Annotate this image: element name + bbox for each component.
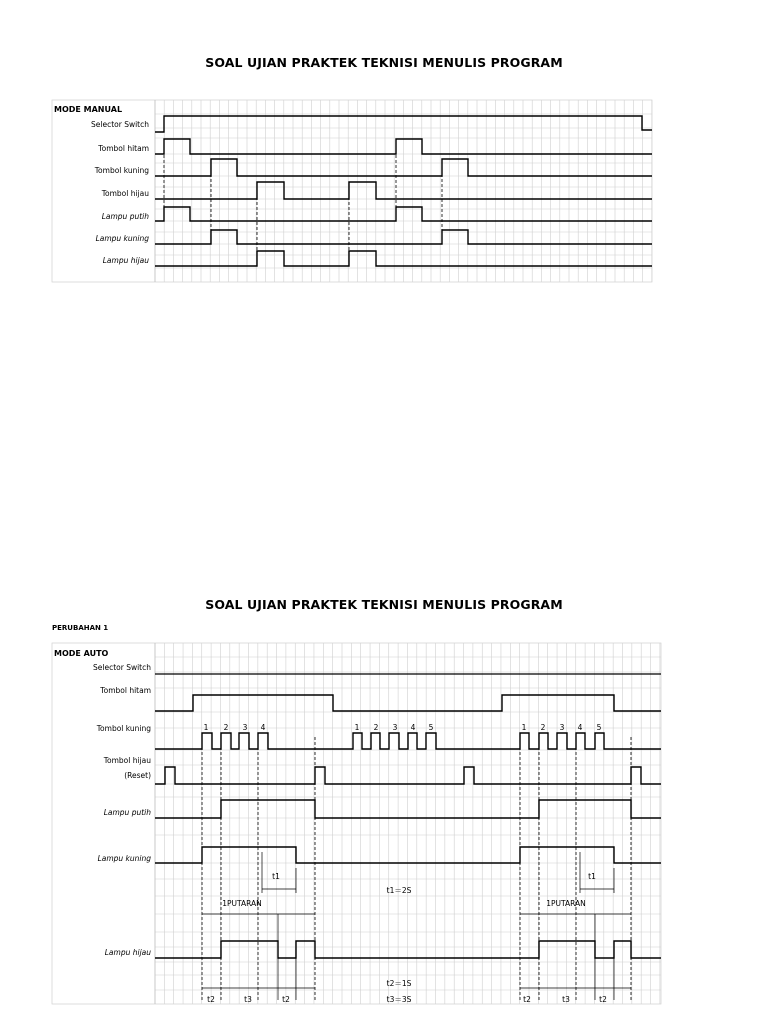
auto-row-label: Lampu putih <box>103 808 151 817</box>
pulse-number: 2 <box>223 723 229 732</box>
auto-row-label: Tombol kuning <box>96 724 151 733</box>
t2-label: t2 <box>282 995 290 1004</box>
t3-label: t3 <box>562 995 570 1004</box>
pulse-number: 3 <box>242 723 248 732</box>
pulse-number: 4 <box>260 723 266 732</box>
t1-label: t1 <box>272 872 280 881</box>
pulse-number: 1 <box>203 723 209 732</box>
auto-row-label: Tombol hitam <box>100 686 151 695</box>
putaran-label: 1PUTARAN <box>222 899 262 908</box>
manual-mode-label: MODE MANUAL <box>54 105 123 114</box>
auto-row-label: Lampu kuning <box>97 854 151 863</box>
pulse-number: 3 <box>559 723 565 732</box>
auto-row-label: Selector Switch <box>93 663 151 672</box>
pulse-number: 2 <box>373 723 379 732</box>
t3-label: t3 <box>244 995 252 1004</box>
pulse-number: 4 <box>577 723 583 732</box>
t3-equals-label: t3＝3S <box>386 995 412 1004</box>
auto-row-label: (Reset) <box>124 771 151 780</box>
pulse-number: 1 <box>521 723 527 732</box>
pulse-number: 1 <box>354 723 360 732</box>
manual-row-label: Tombol hijau <box>101 189 149 198</box>
t2-equals-label: t2＝1S <box>386 979 412 988</box>
manual-row-label: Lampu hijau <box>102 256 149 265</box>
pulse-number: 5 <box>428 723 434 732</box>
pulse-number: 4 <box>410 723 416 732</box>
pulse-number: 2 <box>540 723 546 732</box>
auto-wave-tombol-kuning <box>155 733 661 749</box>
t2-label: t2 <box>599 995 607 1004</box>
t1-equals-label: t1＝2S <box>386 886 412 895</box>
putaran-label: 1PUTARAN <box>546 899 586 908</box>
pulse-number: 5 <box>596 723 602 732</box>
manual-row-label: Selector Switch <box>91 120 149 129</box>
pulse-number: 3 <box>392 723 398 732</box>
auto-row-label: Tombol hijau <box>103 756 151 765</box>
t2-label: t2 <box>207 995 215 1004</box>
auto-row-label: Lampu hijau <box>104 948 151 957</box>
manual-row-label: Lampu putih <box>101 212 149 221</box>
manual-row-label: Tombol kuning <box>94 166 149 175</box>
auto-title: SOAL UJIAN PRAKTEK TEKNISI MENULIS PROGRAM <box>205 597 563 612</box>
manual-row-label: Tombol hitam <box>98 144 149 153</box>
manual-title: SOAL UJIAN PRAKTEK TEKNISI MENULIS PROGRAM <box>205 55 563 70</box>
t2-label: t2 <box>523 995 531 1004</box>
manual-row-label: Lampu kuning <box>95 234 149 243</box>
t1-label: t1 <box>588 872 596 881</box>
perubahan-label: PERUBAHAN 1 <box>52 624 109 632</box>
auto-mode-label: MODE AUTO <box>54 649 109 658</box>
